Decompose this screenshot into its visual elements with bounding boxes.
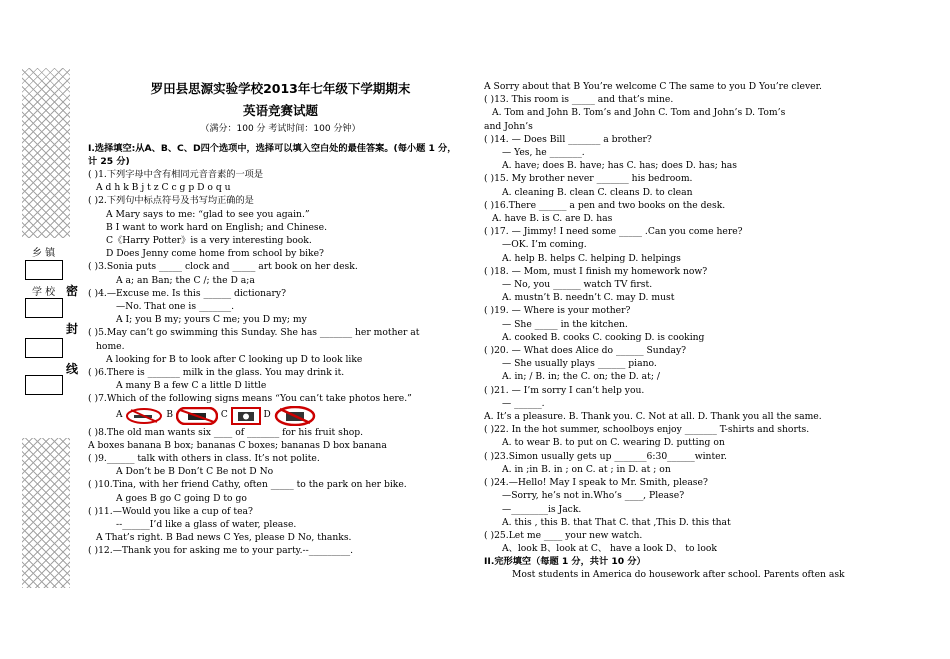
options: A. have B. is C. are D. has <box>492 213 613 225</box>
seal-char: 密 <box>66 284 79 298</box>
school-box[interactable] <box>25 298 63 318</box>
question: ( )11.—Would you like a cup of tea? <box>88 505 253 517</box>
option-label: C <box>220 410 228 421</box>
option-label: A <box>116 410 123 421</box>
question: ( )16.There ______ a pen and two books on the desk. <box>484 199 726 211</box>
question: ( )14. — Does Bill _______ a brother? <box>484 133 652 145</box>
options: A. It’s a pleasure. B. Thank you. C. Not at all. D. Thank you all the same. <box>484 411 822 423</box>
question: ( )10.Tina, with her friend Cathy, often _____ to the park on her bike. <box>88 479 407 491</box>
dialogue: — She _____ in the kitchen. <box>502 318 628 330</box>
dialogue: —________is Jack. <box>502 503 582 515</box>
q7-signs <box>88 406 473 426</box>
right-column <box>484 80 904 582</box>
options: A. this , this B. that That C. that ,This D. this that <box>502 516 731 528</box>
question: ( )25.Let me ____ your new watch. <box>484 529 643 541</box>
question: ( )24.—Hello! May I speak to Mr. Smith, please? <box>484 477 708 489</box>
question: ( )22. In the hot summer, schoolboys enjoy _______ T-shirts and shorts. <box>484 424 810 436</box>
question: ( )23.Simon usually gets up _______6:30______winter. <box>484 450 727 462</box>
question: ( )1.下列字母中含有相同元音音素的一项是 <box>88 169 264 180</box>
options: C《Harry Potter》is a very interesting book. <box>106 235 312 247</box>
seal-char: 封 <box>66 322 79 336</box>
options: A goes B go C going D to go <box>116 492 247 504</box>
question: ( )9.______ talk with others in class. It’s not polite. <box>88 453 320 465</box>
section-heading: II.完形填空（每题 1 分，共计 10 分） <box>484 556 646 568</box>
options: and John’s <box>484 120 533 132</box>
dialogue: — ______. <box>502 397 545 409</box>
options: A. cooked B. cooks C. cooking D. is cooking <box>502 331 705 343</box>
left-column <box>88 80 473 558</box>
options: A. to wear B. to put on C. wearing D. putting on <box>502 437 725 449</box>
question: ( )15. My brother never _______ his bedroom. <box>484 173 693 185</box>
question: ( )2.下列句中标点符号及书写均正确的是 <box>88 195 254 207</box>
town-label: 乡 镇 <box>32 248 56 259</box>
no-parking-sign-icon <box>176 407 218 425</box>
options: A many B a few C a little D little <box>116 380 267 392</box>
class-box[interactable] <box>25 338 63 358</box>
options: A. in; / B. in; the C. on; the D. at; / <box>502 371 660 383</box>
options: A. cleaning B. clean C. cleans D. to clean <box>502 186 693 198</box>
options: A looking for B to look after C looking up D to look like <box>106 353 363 365</box>
options: B I want to work hard on English; and Chinese. <box>106 221 328 233</box>
options: A. Tom and John B. Tom’s and John C. Tom and John’s D. Tom’s <box>492 107 786 119</box>
question: ( )21. — I’m sorry I can’t help you. <box>484 384 645 396</box>
binding-margin <box>22 68 70 588</box>
passage-text: Most students in America do housework after school. Parents often ask <box>512 569 845 581</box>
options: A Sorry about that B You’re welcome C The same to you D You’re clever. <box>484 81 822 92</box>
exam-subtitle: 英语竞赛试题 <box>242 103 318 118</box>
camera-sign-icon <box>231 407 261 425</box>
options: D Does Jenny come home from school by bike? <box>106 248 324 260</box>
dialogue: —OK. I’m coming. <box>502 239 587 251</box>
dialogue: — Yes, he _______. <box>502 147 585 159</box>
question: ( )12.—Thank you for asking me to your party.--_________. <box>88 545 354 557</box>
options: A. mustn’t B. needn’t C. may D. must <box>502 292 675 304</box>
options: A That’s right. B Bad news C Yes, please D No, thanks. <box>96 532 352 544</box>
dialogue: —No. That one is _______. <box>116 301 235 313</box>
question: ( )19. — Where is your mother? <box>484 305 631 317</box>
options: A. have; does B. have; has C. has; does D. has; has <box>502 160 737 172</box>
seal-char: 线 <box>66 362 79 376</box>
question: ( )8.The old man wants six ____ of _______ for his fruit shop. <box>88 426 364 438</box>
no-smoking-sign-icon <box>125 408 163 424</box>
options: A. in ;in B. in ; on C. at ; in D. at ; on <box>502 463 671 475</box>
options: A d h k B j t z C c g p D o q u <box>96 182 231 194</box>
option-label: B <box>166 410 173 421</box>
options: A、look B、look at C、 have a look D、 to look <box>502 543 717 555</box>
question: ( )5.May can’t go swimming this Sunday. She has _______ her mother at <box>88 327 420 339</box>
name-box[interactable] <box>25 375 63 395</box>
question: ( )7.Which of the following signs means “You can’t take photos here.” <box>88 393 412 405</box>
options: A. help B. helps C. helping D. helpings <box>502 252 681 264</box>
exam-title: 罗田县思源实验学校2013年七年级下学期期末 <box>150 81 411 96</box>
question: ( )4.—Excuse me. Is this ______ dictionary? <box>88 287 287 299</box>
options: A Don’t be B Don’t C Be not D No <box>116 466 274 478</box>
question: ( )3.Sonia puts _____ clock and _____ art book on her desk. <box>88 261 358 273</box>
dialogue: --______I’d like a glass of water, please. <box>116 519 297 531</box>
section-heading: 计 25 分) <box>88 156 130 167</box>
school-label: 学 校 <box>32 287 56 298</box>
options: A Mary says to me: “glad to see you again.” <box>106 208 310 220</box>
question: ( )20. — What does Alice do ______ Sunday? <box>484 345 687 357</box>
question: ( )6.There is _______ milk in the glass. You may drink it. <box>88 367 345 379</box>
options: A I; you B my; yours C me; you D my; my <box>116 314 307 326</box>
question-cont: home. <box>96 340 125 352</box>
no-photos-sign-icon <box>274 406 316 426</box>
exam-meta: （满分：100 分 考试时间：100 分钟） <box>200 124 361 134</box>
dialogue: —Sorry, he’s not in.Who’s ____, Please? <box>502 490 685 502</box>
options: A boxes banana B box; bananas C boxes; bananas D box banana <box>88 439 387 451</box>
section-heading: Ⅰ.选择填空:从A、B、C、D四个选项中，选择可以填入空白处的最佳答案。(每小题 1 分， <box>88 143 457 154</box>
town-box[interactable] <box>25 260 63 280</box>
question: ( )17. — Jimmy! I need some _____ .Can you come here? <box>484 226 743 238</box>
question: ( )13. This room is _____ and that’s mine. <box>484 94 674 106</box>
dialogue: — No, you ______ watch TV first. <box>502 279 653 291</box>
option-label: D <box>263 410 271 421</box>
question: ( )18. — Mom, must I finish my homework now? <box>484 265 708 277</box>
options: A a; an Ban; the C /; the D a;a <box>116 274 255 286</box>
dialogue: — She usually plays ______ piano. <box>502 358 657 370</box>
